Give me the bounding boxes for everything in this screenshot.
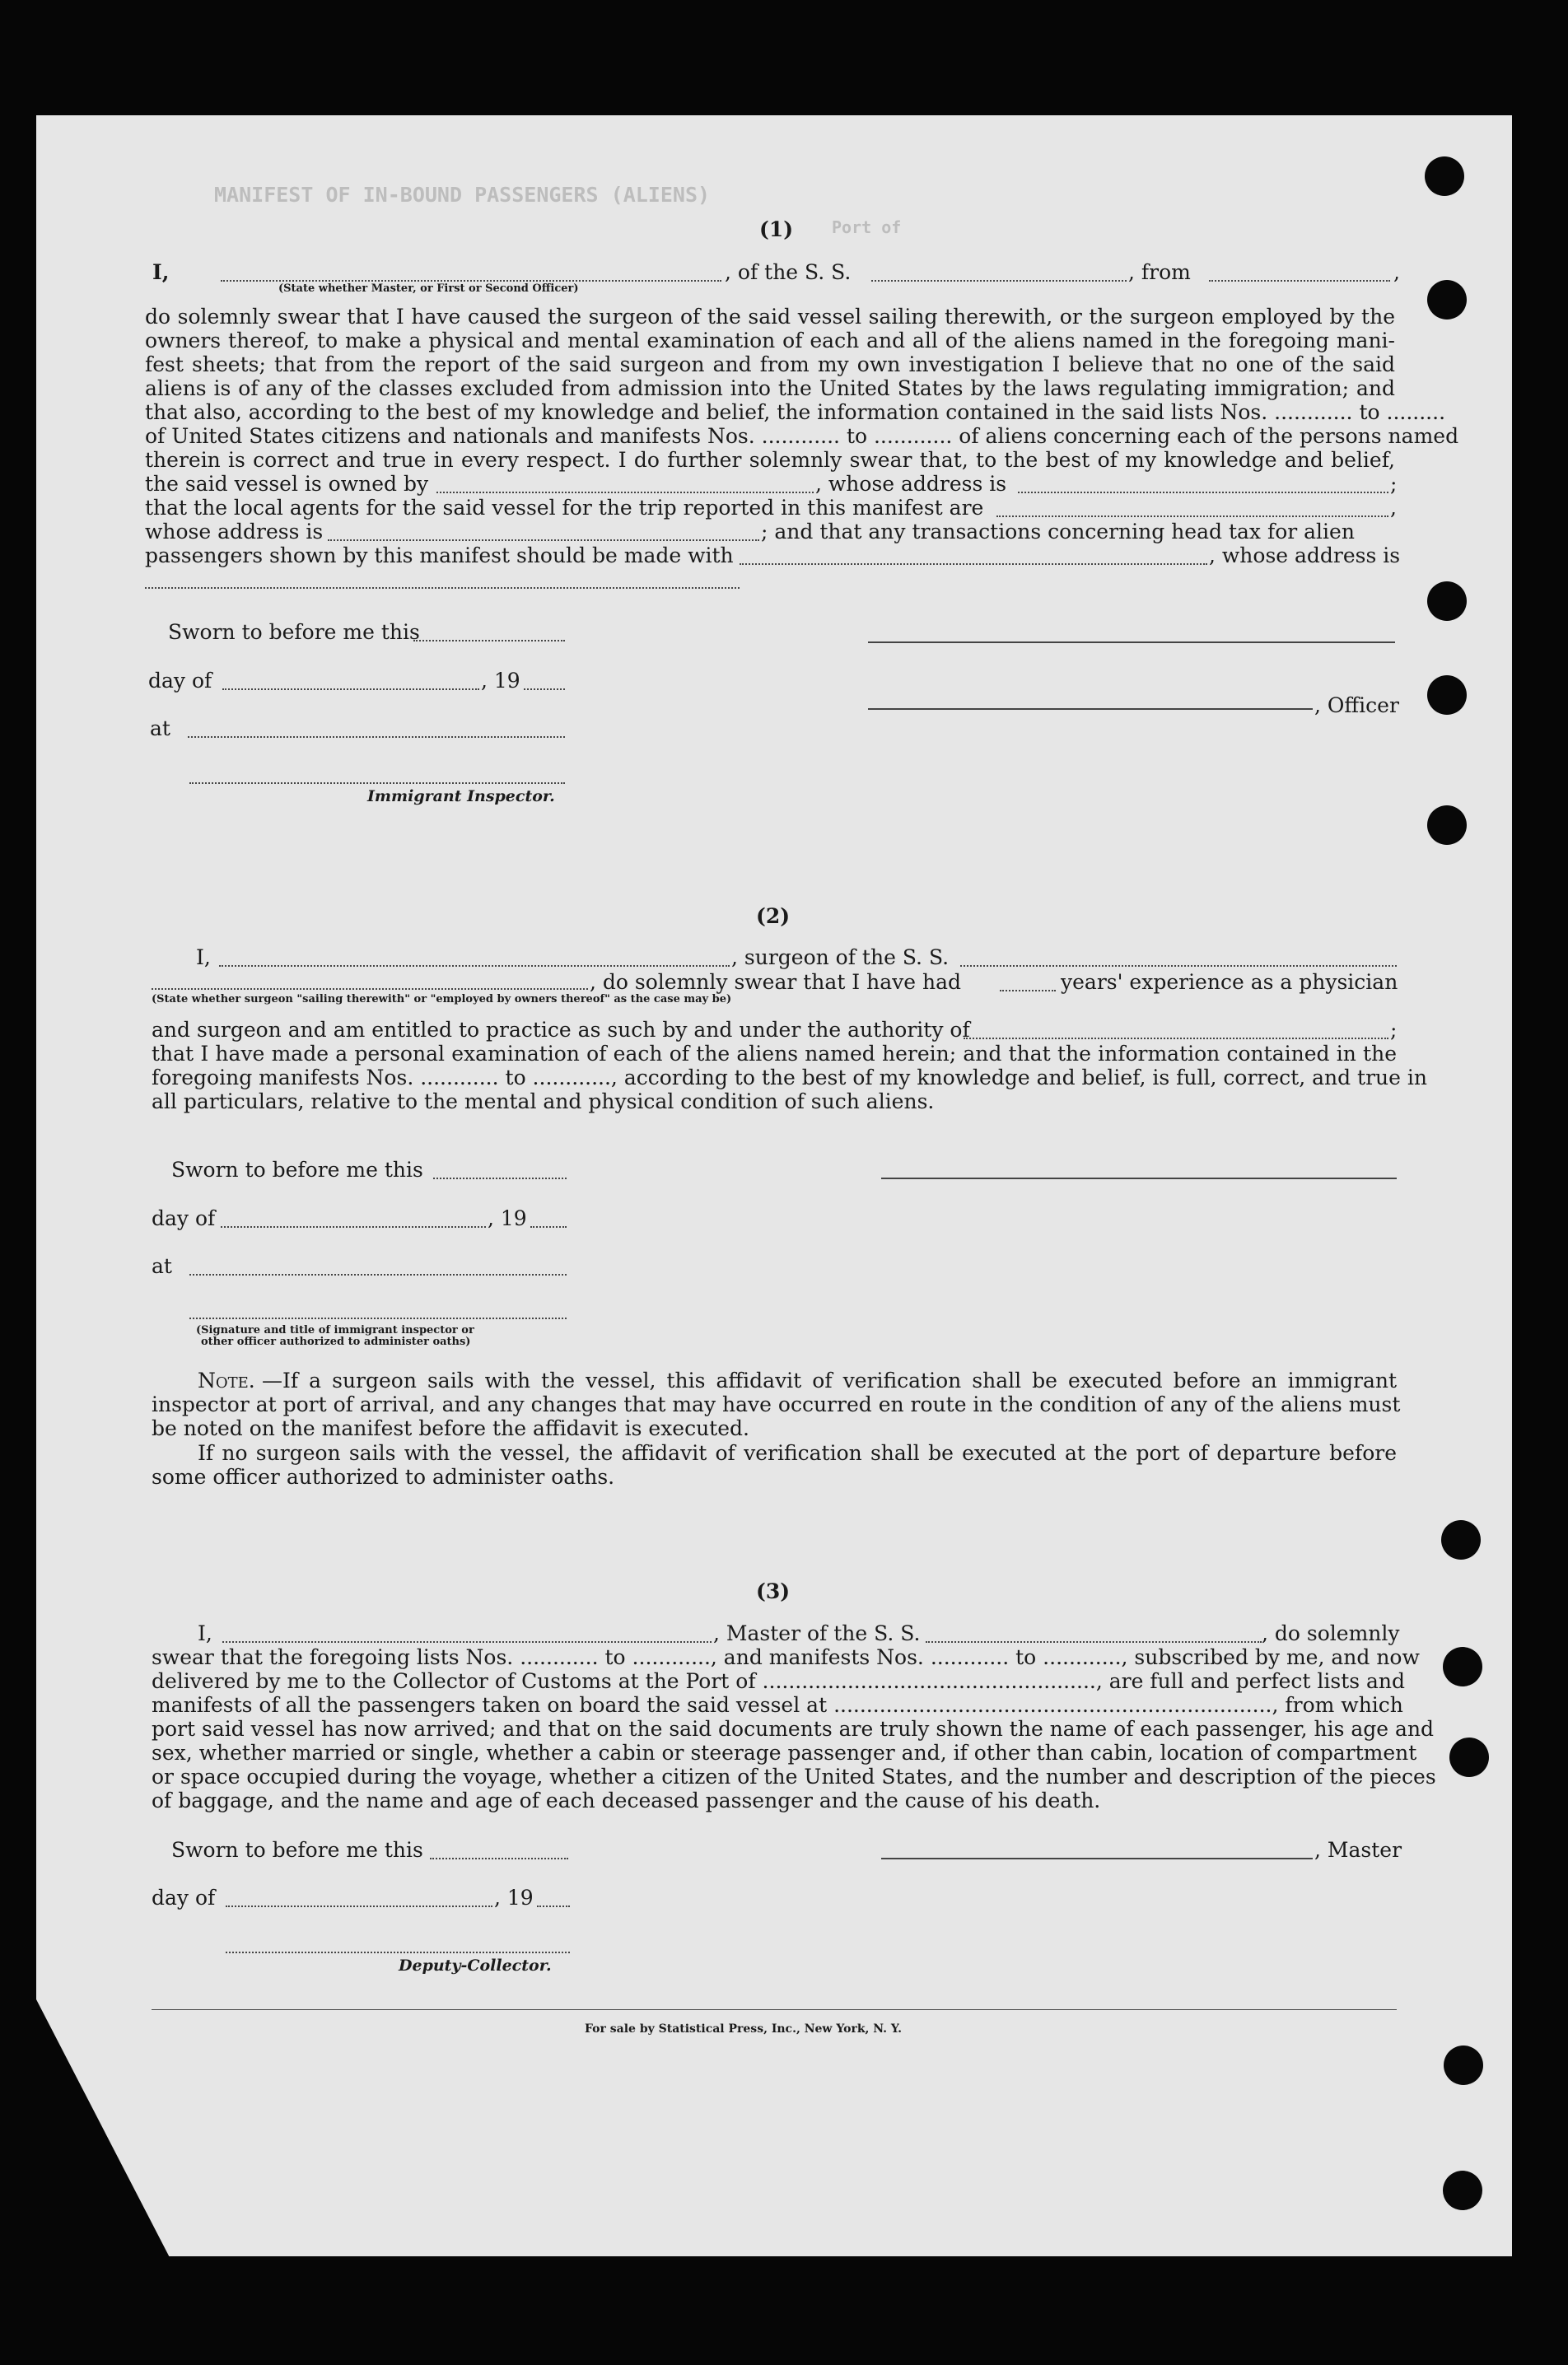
year-field[interactable] (530, 1226, 567, 1228)
agents-address-field[interactable] (328, 539, 759, 541)
vessel-name-field[interactable] (871, 280, 1127, 282)
master-of-label: , Master of the S. S. (713, 1621, 921, 1645)
surgeon-of-label: , surgeon of the S. S. (731, 945, 950, 969)
oath-1-line: aliens is of any of the classes excluded from admission into the United States by the laws regulating immigration; and (145, 376, 1395, 400)
oath-2-line: that I have made a personal examination of each of the aliens named herein; and that the information contained in the (152, 1042, 1397, 1066)
section-3-number: (3) (756, 1579, 791, 1603)
note-line: some officer authorized to administer oaths. (152, 1465, 615, 1489)
master-vessel-field[interactable] (926, 1641, 1262, 1643)
years-experience-label: years' experience as a physician (1061, 970, 1398, 994)
owner-field[interactable] (436, 492, 814, 493)
whose-address-label: whose address is (145, 520, 324, 543)
note-label: Note. (198, 1369, 255, 1392)
swear-had-label: , do solemnly swear that I have had (590, 970, 962, 994)
surgeon-status-field[interactable] (152, 988, 588, 990)
head-tax-party-field[interactable] (740, 563, 1207, 565)
note-line: be noted on the manifest before the affidavit is executed. (152, 1416, 749, 1440)
authority-label: and surgeon and am entitled to practice as such by and under the authority of (152, 1018, 970, 1042)
surgeon-vessel-field[interactable] (960, 965, 1397, 967)
head-tax-text: ; and that any transactions concerning head tax for alien (761, 520, 1355, 543)
master-name-field[interactable] (222, 1641, 712, 1643)
at-label: at (152, 1254, 172, 1278)
oath-3-line: port said vessel has now arrived; and that on the said documents are truly shown the name of each passenger, his age and (152, 1717, 1435, 1741)
section-2-number: (2) (756, 904, 791, 928)
binder-hole (1427, 675, 1467, 715)
head-tax-address-field[interactable] (145, 587, 740, 589)
owner-address-field[interactable] (1018, 492, 1388, 493)
years-field[interactable] (1000, 990, 1056, 991)
binder-hole (1443, 1647, 1482, 1686)
printer-footer: For sale by Statistical Press, Inc., New York, N. Y. (585, 2022, 902, 2036)
sworn-date-field[interactable] (430, 1858, 568, 1859)
oath-2-line: all particulars, relative to the mental and physical condition of such aliens. (152, 1089, 935, 1113)
whose-address-label: , whose address is (815, 472, 1007, 496)
oath-1-I: I, (152, 260, 170, 284)
do-solemnly-label: , do solemnly (1262, 1621, 1400, 1645)
section-1-number: (1) (759, 217, 794, 241)
inspector-label: Immigrant Inspector. (367, 787, 555, 805)
sworn-date-field[interactable] (433, 1178, 567, 1179)
oath-3-line: delivered by me to the Collector of Customs at the Port of ..................................................., are full and perfect lists and (152, 1669, 1406, 1693)
officer-label: , Officer (1314, 693, 1399, 717)
sworn-label: Sworn to before me this (171, 1838, 423, 1862)
officer-title-field[interactable] (221, 280, 721, 282)
deputy-signature-field[interactable] (226, 1952, 570, 1953)
oath-1-line: fest sheets; that from the report of the said surgeon and from my own investigation I believe that no one of the said (145, 352, 1395, 376)
owned-by-label: the said vessel is owned by (145, 472, 429, 496)
semicolon: ; (1390, 1018, 1398, 1042)
at-label: at (150, 716, 170, 740)
surgeon-status-hint: (State whether surgeon "sailing therewith" or "employed by owners thereof" as the case may be) (152, 993, 732, 1005)
note-line: If no surgeon sails with the vessel, the affidavit of verification shall be executed at the port of departure before (198, 1441, 1397, 1465)
oath-3-line: manifests of all the passengers taken on board the said vessel at ..................................................................., from which (152, 1693, 1403, 1717)
year-label: , 19 (494, 1886, 534, 1910)
oath-2-line: foregoing manifests Nos. ............ to ............, according to the best of my knowledge and belief, is full, correct, and true in (152, 1066, 1427, 1089)
note-line: inspector at port of arrival, and any changes that may have occurred en route in the condition of any of the aliens must (152, 1392, 1401, 1416)
oath-1-line: therein is correct and true in every respect. I do further solemnly swear that, to the best of my knowledge and belief, (145, 448, 1395, 472)
officer-signature-line[interactable] (868, 641, 1395, 643)
day-of-label: day of (148, 669, 212, 693)
year-label: , 19 (488, 1206, 527, 1230)
oath-2-body (152, 1042, 1427, 1089)
signature-note: other officer authorized to administer oaths) (201, 1336, 471, 1348)
semicolon: ; (1390, 472, 1398, 496)
deputy-label: Deputy-Collector. (399, 1957, 552, 1975)
from-port-field[interactable] (1209, 280, 1390, 282)
sworn-label: Sworn to before me this (171, 1158, 423, 1182)
binder-hole (1444, 2045, 1483, 2085)
sworn-date-field[interactable] (413, 640, 565, 641)
month-field[interactable] (226, 1906, 492, 1907)
signature-note: (Signature and title of immigrant inspector or (196, 1324, 474, 1336)
oath-1-line: that also, according to the best of my knowledge and belief, the information contained in the said lists Nos. ............ to ......... (145, 400, 1446, 424)
from-label: , from (1128, 260, 1191, 284)
oath-3-line: sex, whether married or single, whether a cabin or steerage passenger and, if other than cabin, location of compartment (152, 1741, 1417, 1765)
passengers-text: passengers shown by this manifest should be made with (145, 543, 734, 567)
binder-hole (1427, 280, 1467, 320)
officer-title-hint: (State whether Master, or First or Second Officer) (278, 282, 579, 295)
master-label: , Master (1314, 1838, 1402, 1862)
day-of-label: day of (152, 1206, 216, 1230)
of-ss-label: , of the S. S. (725, 260, 852, 284)
authority-field[interactable] (964, 1038, 1388, 1039)
binder-hole (1441, 1520, 1481, 1560)
oath-1-line: of United States citizens and nationals and manifests Nos. ............ to ............ of aliens concerning each of the persons named (145, 424, 1459, 448)
at-place-field[interactable] (189, 1274, 567, 1276)
at-place-field[interactable] (188, 736, 565, 738)
oath-1-line: owners thereof, to make a physical and mental examination of each and all of the aliens named in the foregoing mani- (145, 329, 1395, 352)
year-label: , 19 (481, 669, 520, 693)
binder-hole (1427, 581, 1467, 621)
note-line: —If a surgeon sails with the vessel, this affidavit of verification shall be executed before an immigrant (262, 1369, 1397, 1392)
oath-1-body (145, 305, 1459, 472)
oath-3-line: or space occupied during the voyage, whether a citizen of the United States, and the number and description of the pieces (152, 1765, 1436, 1789)
local-agents-field[interactable] (996, 515, 1388, 517)
oath-3-line: of baggage, and the name and age of each deceased passenger and the cause of his death. (152, 1789, 1101, 1812)
year-field[interactable] (537, 1906, 570, 1907)
day-of-label: day of (152, 1886, 216, 1910)
local-agents-label: that the local agents for the said vessel for the trip reported in this manifest are (145, 496, 984, 520)
comma: , (1393, 260, 1400, 284)
bleed-through-text: Port of (832, 217, 902, 237)
oath-1-line: do solemnly swear that I have caused the surgeon of the said vessel sailing therewith, or the surgeon employed by the (145, 305, 1395, 329)
surgeon-signature-line[interactable] (881, 1178, 1397, 1179)
footer-divider (152, 2009, 1397, 2010)
officer-name-line[interactable] (868, 708, 1313, 710)
inspector-signature-field[interactable] (189, 782, 565, 784)
sworn-label: Sworn to before me this (168, 620, 420, 644)
binder-hole (1443, 2171, 1482, 2210)
month-field[interactable] (221, 1226, 486, 1228)
oath-3-body (152, 1645, 1436, 1789)
oath-2-I: I, (196, 945, 211, 969)
year-field[interactable] (524, 688, 565, 690)
bleed-through-text: MANIFEST OF IN-BOUND PASSENGERS (ALIENS) (214, 183, 711, 207)
oath-3-I: I, (198, 1621, 212, 1645)
binder-hole (1425, 156, 1464, 196)
month-field[interactable] (222, 688, 479, 690)
officer-signature-field[interactable] (189, 1318, 567, 1319)
surgeon-name-field[interactable] (219, 965, 730, 967)
comma: , (1390, 496, 1397, 520)
binder-hole (1427, 805, 1467, 845)
oath-3-line: swear that the foregoing lists Nos. ............ to ............, and manifests Nos. ............ to ............, subscribed by me, and now (152, 1645, 1420, 1669)
binder-hole (1449, 1738, 1489, 1777)
master-signature-line[interactable] (881, 1858, 1313, 1859)
whose-address-label: , whose address is (1209, 543, 1401, 567)
